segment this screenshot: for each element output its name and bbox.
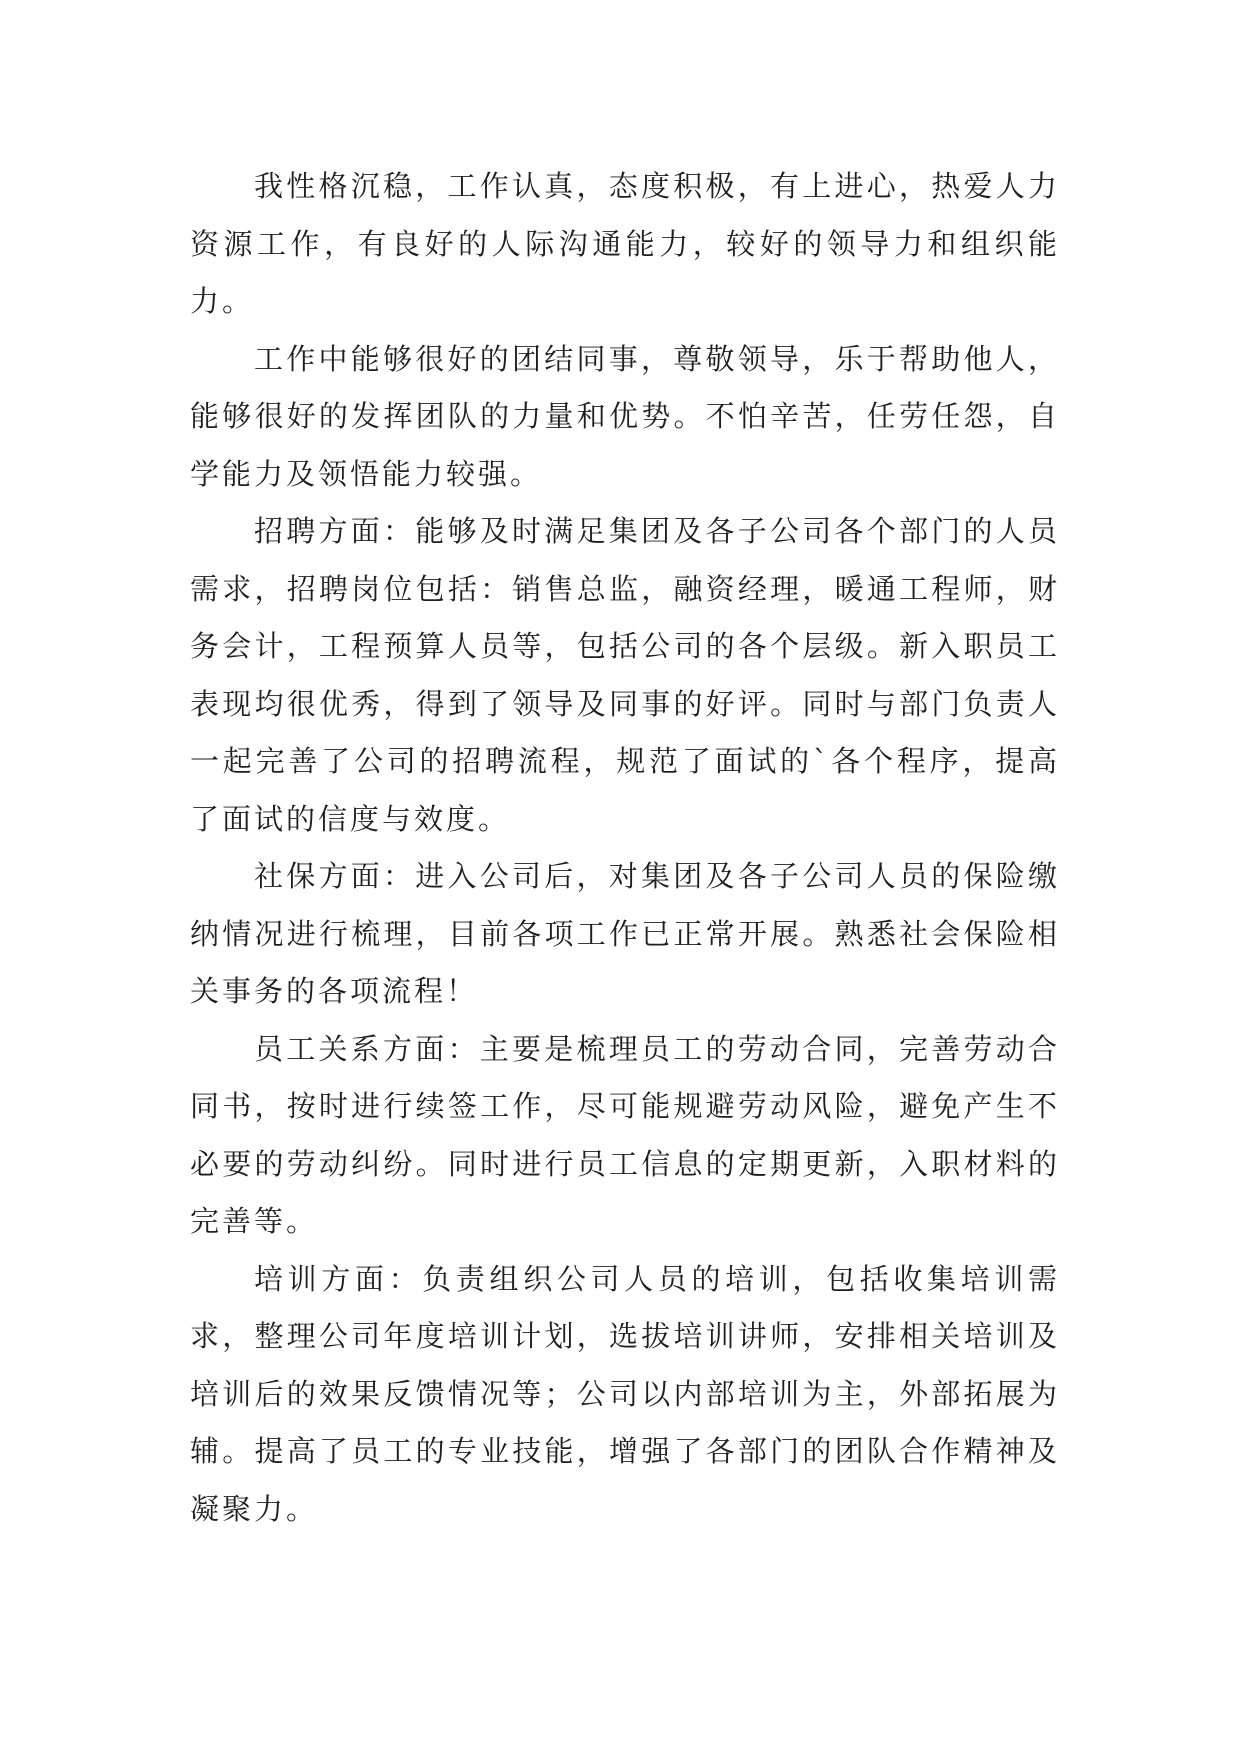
paragraph-employee-relations: 员工关系方面：主要是梳理员工的劳动合同，完善劳动合同书，按时进行续签工作，尽可能规避劳动风险，避免产生不必要的劳动纠纷。同时进行员工信息的定期更新，入职材料的完善等。 xyxy=(190,1031,1060,1238)
paragraph-teamwork: 工作中能够很好的团结同事，尊敬领导，乐于帮助他人，能够很好的发挥团队的力量和优势。不怕辛苦，任劳任怨，自学能力及领悟能力较强。 xyxy=(190,341,1060,491)
paragraph-recruitment: 招聘方面：能够及时满足集团及各子公司各个部门的人员需求，招聘岗位包括：销售总监，融资经理，暖通工程师，财务会计，工程预算人员等，包括公司的各个层级。新入职员工表现均很优秀，得到了领导及同事的好评。同时与部门负责人一起完善了公司的招聘流程，规范了面试的`各个程序，提高了面试的信度与效度。 xyxy=(190,514,1060,836)
paragraph-personality: 我性格沉稳，工作认真，态度积极，有上进心，热爱人力资源工作，有良好的人际沟通能力，较好的领导力和组织能力。 xyxy=(190,169,1060,318)
document-body xyxy=(190,158,1060,1538)
paragraph-training: 培训方面：负责组织公司人员的培训，包括收集培训需求，整理公司年度培训计划，选拔培训讲师，安排相关培训及培训后的效果反馈情况等；公司以内部培训为主，外部拓展为辅。提高了员工的专业技能，增强了各部门的团队合作精神及凝聚力。 xyxy=(190,1261,1060,1526)
paragraph-social-insurance: 社保方面：进入公司后，对集团及各子公司人员的保险缴纳情况进行梳理，目前各项工作已正常开展。熟悉社会保险相关事务的各项流程！ xyxy=(190,859,1060,1008)
